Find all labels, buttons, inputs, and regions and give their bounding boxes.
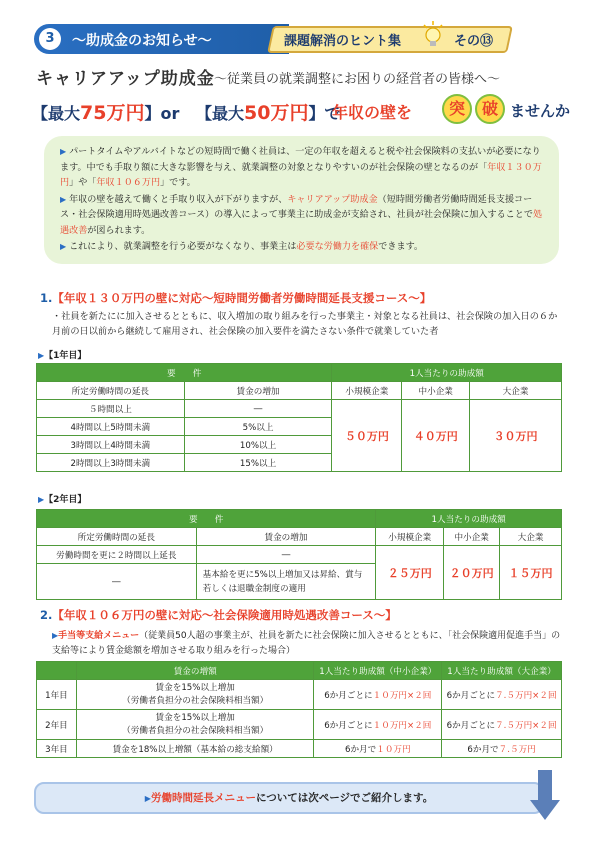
amount-small: ５０万円 (332, 400, 402, 472)
table-row: 1年目 賃金を15%以上増加 （労働者負担分の社会保険料相当額） 6か月ごとに１０万円×２回 6か月ごとに７.５万円×２回 (37, 680, 562, 710)
triangle-icon: ▶ (52, 631, 59, 640)
requirements-header: 要 件 (37, 510, 376, 528)
allowance-menu-label: 手当等支給メニュー (58, 631, 140, 641)
page-header (34, 24, 564, 54)
amount-header: 1人当たりの助成額 (332, 364, 562, 382)
amount-header: 1人当たりの助成額 (376, 510, 562, 528)
col-mid: 1人当たり助成額（中小企業） (314, 662, 442, 680)
catch-char-1: 突 (442, 94, 472, 124)
catch-amount-75: 75万円 (80, 102, 145, 124)
amount-large: ３０万円 (470, 400, 562, 472)
section1-description: ・社員を新たにに加入させるとともに、収入増加の取り組みを行った事業主・対象となる社員は、社会保険の加入日の６か月前の日以前から継続して雇用され、社会保険の加入要件を満たさない条件で就業していた者 (52, 311, 558, 337)
intro-paragraph-3: ▶ これにより、就業調整を行う必要がなくなり、事業主は必要な労働力を確保できます。 (60, 242, 424, 252)
social-insurance-table (36, 661, 562, 758)
catch-amount-50: 50万円 (244, 102, 309, 124)
triangle-icon: ▶ (60, 147, 67, 156)
intro-paragraph-1: ▶ パートタイムやアルバイトなどの短時間で働く社員は、一定の年収を超えると税や社会保険料の支払いが必要になります。中でも手取り額に大きな影響を与え、就業調整の対象となりやすいのが社会保険の壁となるのが「年収１３０万円」や「年収１０６万円」です。 (60, 147, 542, 188)
intro-box (44, 136, 559, 264)
table-row: 2年目 賃金を15%以上増加 （労働者負担分の社会保険料相当額） 6か月ごとに１０万円×２回 6か月ごとに７.５万円×２回 (37, 710, 562, 740)
amount-large: １５万円 (500, 546, 562, 600)
col-large: 大企業 (470, 382, 562, 400)
section2-description: ▶手当等支給メニュー（従業員50人超の事業主が、社員を新たに社会保険に加入させるとともに、「社会保険適用促進手当」の支給等により賃金総額を増加させる取り組みを行った場合） (52, 631, 561, 656)
col-mid: 中小企業 (444, 528, 500, 546)
table-row: ― 基本給を更に5%以上増加又は昇給、賞与若しくは退職金制度の適用 (37, 564, 562, 600)
extension-menu-label: 労働時間延長メニュー (150, 792, 256, 804)
section-number: 3 (39, 28, 61, 50)
hint-number: その⑬ (454, 34, 494, 49)
section2-title: 2.【年収１０６万円の壁に対応～社会保険適用時処遇改善コース～】 (40, 608, 397, 622)
col-wage: 賃金の増加 (184, 382, 332, 400)
year1-label: ▶【1年目】 (38, 351, 87, 361)
hint-title: 課題解消のヒント集 (284, 34, 402, 49)
next-page-arrow-icon (530, 770, 560, 820)
col-small: 小規模企業 (376, 528, 444, 546)
catch-char-2: 破 (475, 94, 505, 124)
intro-paragraph-2: ▶ 年収の壁を越えて働くと手取り収入が下がりますが、キャリアアップ助成金（短時間労働者労働時間延長支援コース・社会保険適用時処遇改善コース）の導入によって事業主に助成金が支給され、社員が社会保険に加入することで処遇改善が図られます。 (60, 194, 543, 236)
col-hours: 所定労働時間の延長 (37, 382, 185, 400)
col-wage: 賃金の増加 (196, 528, 376, 546)
catch-wall: 年収の壁を (332, 103, 413, 122)
col-wage: 賃金の増額 (76, 662, 314, 680)
catch-part2: 【最大50万円】で (196, 102, 341, 124)
triangle-icon: ▶ (60, 242, 67, 251)
triangle-icon: ▶ (38, 351, 45, 360)
lightbulb-icon (422, 20, 444, 52)
table-row: 4時間以上5時間未満 5%以上 (37, 418, 562, 436)
header-title: ～助成金のお知らせ～ (72, 33, 212, 49)
col-large: 1人当たり助成額（大企業） (442, 662, 562, 680)
table-row: ５時間以上 ― ５０万円 ４０万円 ３０万円 (37, 400, 562, 418)
catch-copy (32, 94, 572, 124)
col-small: 小規模企業 (332, 382, 402, 400)
amount-mid: ４０万円 (402, 400, 470, 472)
year2-label: ▶【2年目】 (38, 495, 87, 505)
footer-note: ▶労働時間延長メニューについては次ページでご紹介します。 (34, 782, 544, 814)
col-mid: 中小企業 (402, 382, 470, 400)
col-hours: 所定労働時間の延長 (37, 528, 197, 546)
catch-part1: 【最大75万円】or (32, 102, 180, 124)
triangle-icon: ▶ (144, 794, 151, 803)
page-subtitle: ～従業員の就業調整にお困りの経営者の皆様へ～ (214, 72, 501, 87)
amount-small: ２５万円 (376, 546, 444, 600)
table-row: 3年目 賃金を18%以上増額（基本給の総支給額） 6か月で１０万円 6か月で７.５万円 (37, 740, 562, 758)
page-title: キャリアアップ助成金 (36, 69, 215, 89)
table-row: 2時間以上3時間未満 15%以上 (37, 454, 562, 472)
year1-table (36, 363, 562, 472)
col-large: 大企業 (500, 528, 562, 546)
requirements-header: 要 件 (37, 364, 332, 382)
triangle-icon: ▶ (38, 495, 45, 504)
amount-mid: ２０万円 (444, 546, 500, 600)
table-row: 3時間以上4時間未満 10%以上 (37, 436, 562, 454)
year2-table (36, 509, 562, 600)
table-row: 労働時間を更に２時間以上延長 ― ２５万円 ２０万円 １５万円 (37, 546, 562, 564)
catch-end: ませんか (510, 102, 571, 120)
section1-title: 1.【年収１３０万円の壁に対応～短時間労働者労働時間延長支援コース～】 (40, 291, 432, 305)
triangle-icon: ▶ (60, 194, 67, 204)
